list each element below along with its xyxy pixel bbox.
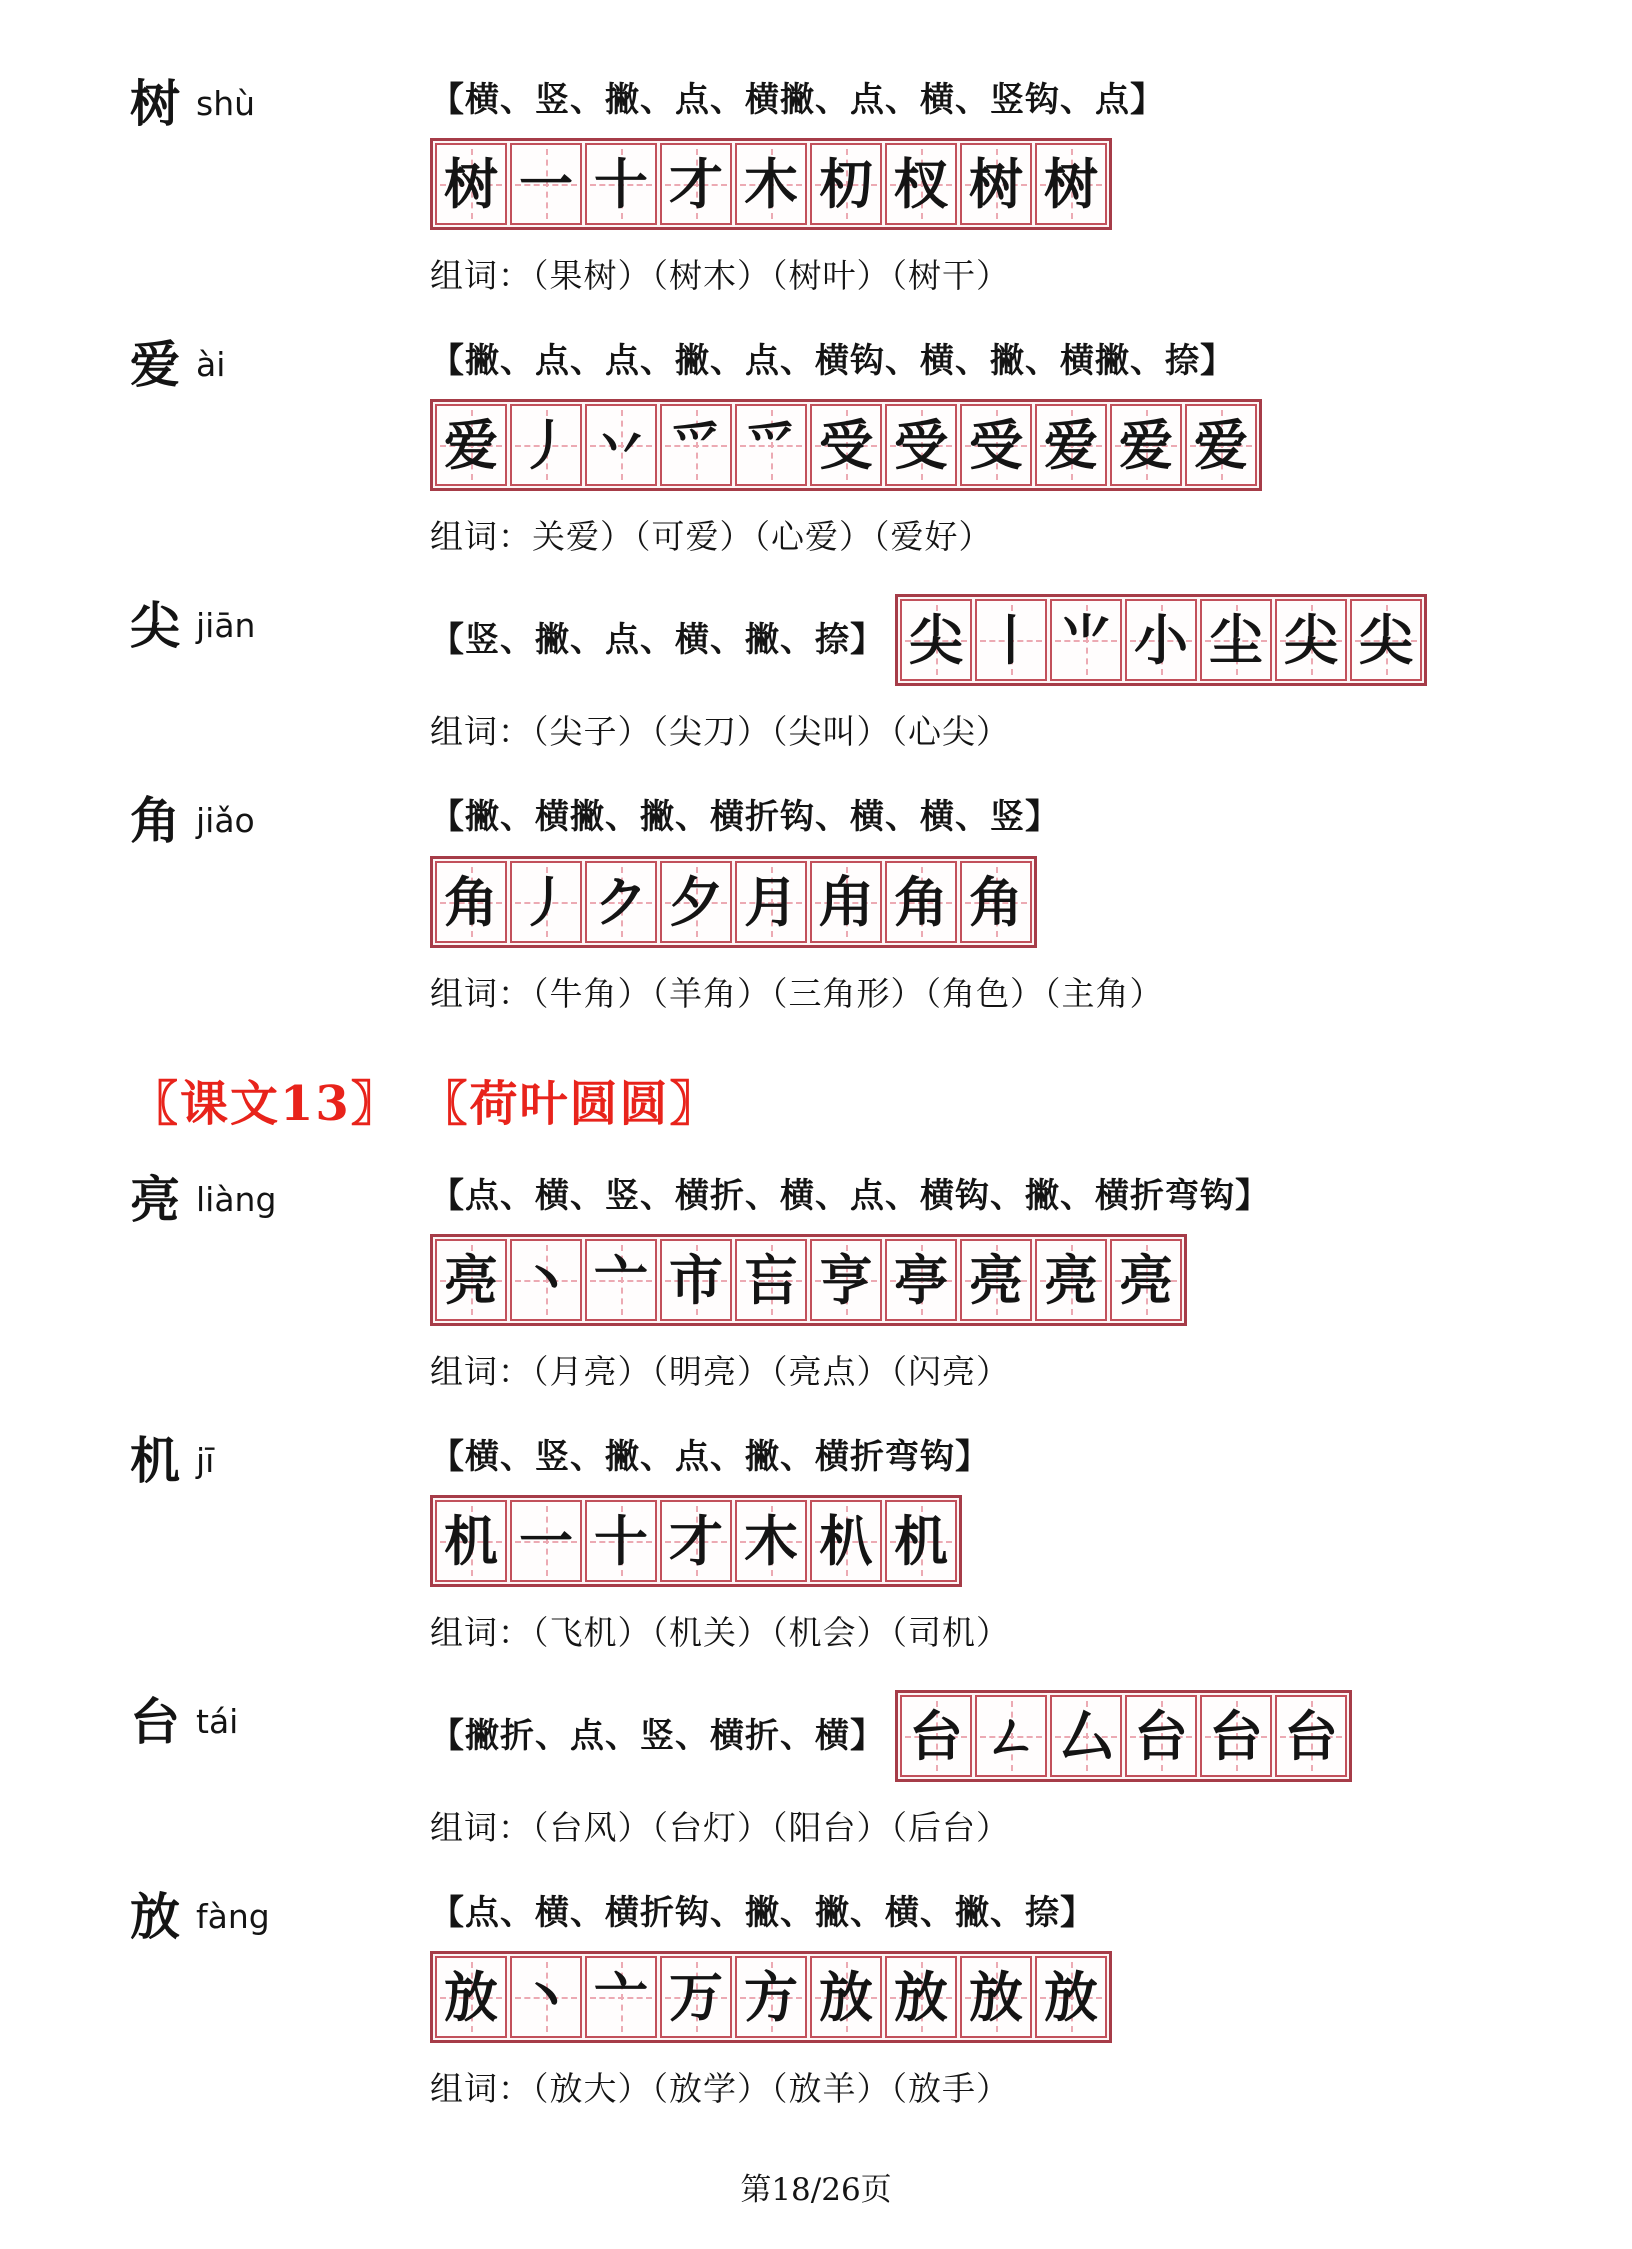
stroke-step-character: 角 [894, 869, 948, 934]
stroke-grid-cell [885, 404, 957, 486]
stroke-grid-cell [435, 861, 507, 943]
stroke-step-character: 木 [744, 1508, 798, 1573]
stroke-row [430, 789, 1572, 839]
stroke-step-character: 月 [744, 869, 798, 934]
stroke-step-character: 尖 [1284, 608, 1338, 673]
zuci-words: （牛角）（羊角）（三角形）（角色）（主角） [532, 973, 1164, 1013]
stroke-step-character: 厶 [1059, 1703, 1113, 1768]
stroke-grid-cell [660, 1956, 732, 2038]
stroke-grid-cell [1050, 599, 1122, 681]
stroke-grid-cell [1050, 1695, 1122, 1777]
stroke-grid-cell [960, 143, 1032, 225]
zuci-label: 组词： [430, 712, 532, 752]
stroke-grid-cell [975, 599, 1047, 681]
zuci-words: （飞机）（机关）（机会）（司机） [532, 1612, 1010, 1652]
stroke-step-character: 丿 [519, 413, 573, 478]
stroke-step-character: 放 [444, 1965, 498, 2030]
stroke-grid-cell [960, 1239, 1032, 1321]
entry-character: 树 [130, 74, 180, 133]
stroke-grid-cell [435, 404, 507, 486]
stroke-grid-cell [660, 404, 732, 486]
section-lesson13-entries [130, 1168, 1572, 2147]
stroke-step-character: 万 [669, 1965, 723, 2030]
character-entry [130, 1429, 1572, 1654]
stroke-grid-cell [885, 861, 957, 943]
stroke-step-character: 亠 [594, 1247, 648, 1312]
zuci-label: 组词： [430, 973, 532, 1013]
stroke-grid-cell [1110, 1239, 1182, 1321]
stroke-practice-grid [430, 1234, 1187, 1326]
character-entry [130, 1885, 1572, 2110]
stroke-step-character: 爫 [744, 413, 798, 478]
stroke-grid-cell [510, 1239, 582, 1321]
zuci-label: 组词： [430, 2069, 532, 2109]
stroke-grid-cell [1035, 404, 1107, 486]
stroke-row [430, 1690, 1572, 1782]
lesson-number-heading: 〖课文13〗 [130, 1075, 401, 1132]
zuci-words: （尖子）（尖刀）（尖叫）（心尖） [532, 712, 1010, 752]
stroke-step-character: 爱 [1044, 413, 1098, 478]
stroke-step-character: 角 [444, 869, 498, 934]
entry-body [430, 1885, 1572, 2110]
stroke-grid-cell [585, 1500, 657, 1582]
entry-body [430, 1690, 1572, 1849]
stroke-step-character: 爫 [669, 413, 723, 478]
stroke-grid-cell [810, 1500, 882, 1582]
stroke-grid-cell [1035, 143, 1107, 225]
entry-pinyin: jiān [196, 606, 256, 646]
stroke-step-character: 朳 [819, 1508, 873, 1573]
stroke-grid-cell [1275, 599, 1347, 681]
stroke-step-character: 亮 [1044, 1247, 1098, 1312]
stroke-grid-cell [510, 143, 582, 225]
stroke-grid-cell [735, 1956, 807, 2038]
stroke-step-character: 十 [594, 1508, 648, 1573]
stroke-step-character: 受 [894, 413, 948, 478]
stroke-step-character: 丷 [594, 413, 648, 478]
stroke-grid-cell [735, 404, 807, 486]
entry-pinyin: tái [196, 1701, 239, 1741]
stroke-practice-grid [895, 1690, 1352, 1782]
stroke-grid-cell [735, 143, 807, 225]
stroke-grid-cell [510, 861, 582, 943]
zuci-words: （放大）（放学）（放羊）（放手） [532, 2069, 1010, 2109]
stroke-grid-cell [1125, 599, 1197, 681]
stroke-step-character: 方 [744, 1965, 798, 2030]
stroke-grid-cell [960, 861, 1032, 943]
stroke-step-character: 亮 [1119, 1247, 1173, 1312]
stroke-grid-cell [510, 1500, 582, 1582]
stroke-order-list: 【撇折、点、竖、横折、横】 [430, 1715, 885, 1756]
stroke-grid-cell [510, 404, 582, 486]
stroke-step-character: 尘 [1209, 608, 1263, 673]
stroke-step-character: 放 [1044, 1965, 1098, 2030]
stroke-grid-cell [435, 143, 507, 225]
stroke-step-character: ク [594, 869, 648, 934]
stroke-step-character: 丶 [519, 1965, 573, 2030]
stroke-step-character: 台 [1134, 1703, 1188, 1768]
word-formation-line [430, 1802, 1572, 1849]
entry-body [430, 72, 1572, 297]
entry-pinyin: jiǎo [196, 801, 255, 841]
stroke-step-character: 树 [969, 152, 1023, 217]
character-entry [130, 72, 1572, 297]
stroke-step-character: 放 [894, 1965, 948, 2030]
stroke-grid-cell [885, 1956, 957, 2038]
entry-body [430, 1168, 1572, 1393]
stroke-grid-cell [810, 404, 882, 486]
stroke-grid-cell [975, 1695, 1047, 1777]
character-entry [130, 1690, 1572, 1849]
stroke-grid-cell [810, 1956, 882, 2038]
entry-pinyin: ài [196, 345, 226, 385]
stroke-step-character: 一 [519, 1508, 573, 1573]
stroke-grid-cell [585, 143, 657, 225]
stroke-step-character: 尖 [1359, 608, 1413, 673]
stroke-grid-cell [960, 1956, 1032, 2038]
stroke-step-character: 朷 [819, 152, 873, 217]
entry-character: 放 [130, 1886, 180, 1946]
stroke-order-list: 【横、竖、撇、点、撇、横折弯钩】 [430, 1436, 990, 1477]
entry-character: 角 [130, 791, 180, 851]
stroke-grid-cell [660, 1239, 732, 1321]
stroke-grid-cell [1125, 1695, 1197, 1777]
entry-character: 机 [130, 1430, 180, 1490]
entry-character: 爱 [130, 335, 180, 395]
zuci-words: （台风）（台灯）（阳台）（后台） [532, 1807, 1010, 1847]
entry-body [430, 789, 1572, 1014]
stroke-grid-cell [735, 861, 807, 943]
stroke-row [430, 1885, 1572, 1935]
entry-pinyin: liàng [196, 1179, 277, 1219]
entry-character: 台 [130, 1691, 180, 1751]
entry-body [430, 333, 1572, 558]
stroke-step-character: 丶 [519, 1247, 573, 1312]
stroke-practice-grid [895, 594, 1427, 686]
stroke-grid-cell [585, 1956, 657, 2038]
stroke-step-character: 爱 [1194, 413, 1248, 478]
character-entry [130, 333, 1572, 558]
entry-head [130, 72, 430, 131]
stroke-grid-cell [1200, 599, 1272, 681]
stroke-step-character: 放 [969, 1965, 1023, 2030]
stroke-step-character: ㄥ [984, 1703, 1038, 1768]
entry-head [130, 1168, 430, 1227]
zuci-label: 组词： [430, 1351, 532, 1391]
stroke-row [430, 72, 1572, 122]
stroke-grid-cell [660, 143, 732, 225]
stroke-practice-grid [430, 1951, 1112, 2043]
stroke-grid-cell [660, 861, 732, 943]
section-lesson12-entries [130, 72, 1572, 1051]
stroke-grid-cell [960, 404, 1032, 486]
stroke-step-character: 爱 [1119, 413, 1173, 478]
stroke-step-character: 丨 [984, 608, 1038, 673]
stroke-order-list: 【横、竖、撇、点、横撇、点、横、竖钩、点】 [430, 80, 1165, 120]
stroke-step-character: 树 [444, 152, 498, 217]
character-entry [130, 789, 1572, 1014]
stroke-grid-cell [1200, 1695, 1272, 1777]
word-formation-line [430, 706, 1572, 753]
stroke-step-character: 丿 [519, 869, 573, 934]
stroke-practice-grid [430, 1495, 962, 1587]
page-number-footer: 第18/26页 [740, 2172, 892, 2209]
stroke-grid-cell [435, 1500, 507, 1582]
stroke-grid-cell [735, 1239, 807, 1321]
stroke-grid-cell [900, 1695, 972, 1777]
entry-character: 尖 [130, 596, 180, 656]
entry-head [130, 789, 430, 851]
word-formation-line [430, 1607, 1572, 1654]
zuci-words: （月亮）（明亮）（亮点）（闪亮） [532, 1351, 1010, 1391]
stroke-practice-grid [430, 138, 1112, 230]
stroke-step-character: 才 [669, 152, 723, 217]
zuci-words: 关爱）（可爱）（心爱）（爱好） [532, 517, 993, 557]
entry-head [130, 594, 430, 656]
stroke-order-list: 【撇、点、点、撇、点、横钩、横、撇、横撇、捺】 [430, 341, 1235, 382]
word-formation-line [430, 1346, 1572, 1393]
stroke-step-character: 放 [819, 1965, 873, 2030]
word-formation-line [430, 250, 1572, 297]
stroke-order-list: 【点、横、横折钩、撇、撇、横、撇、捺】 [430, 1892, 1095, 1933]
entry-pinyin: jī [196, 1440, 215, 1480]
stroke-step-character: 台 [909, 1703, 963, 1768]
stroke-step-character: 亮 [969, 1247, 1023, 1312]
stroke-step-character: 市 [669, 1247, 723, 1312]
stroke-row [430, 1168, 1572, 1218]
stroke-grid-cell [1035, 1956, 1107, 2038]
entry-character: 亮 [130, 1169, 180, 1229]
word-formation-line [430, 968, 1572, 1015]
stroke-grid-cell [900, 599, 972, 681]
stroke-step-character: 夕 [669, 869, 723, 934]
stroke-step-character: 角 [969, 869, 1023, 934]
stroke-step-character: 受 [969, 413, 1023, 478]
word-formation-line [430, 2063, 1572, 2110]
stroke-step-character: 机 [444, 1508, 498, 1573]
stroke-grid-cell [810, 143, 882, 225]
zuci-label: 组词： [430, 256, 532, 296]
zuci-label: 组词： [430, 517, 532, 557]
stroke-grid-cell [885, 1500, 957, 1582]
entry-body [430, 1429, 1572, 1654]
stroke-step-character: 一 [519, 152, 573, 217]
section-heading [130, 1065, 1572, 1134]
stroke-grid-cell [585, 1239, 657, 1321]
zuci-words: （果树）（树木）（树叶）（树干） [532, 256, 1010, 296]
stroke-grid-cell [810, 1239, 882, 1321]
stroke-step-character: 台 [1209, 1703, 1263, 1768]
stroke-step-character: 吂 [744, 1247, 798, 1312]
stroke-step-character: 甪 [819, 869, 873, 934]
stroke-grid-cell [1185, 404, 1257, 486]
stroke-grid-cell [660, 1500, 732, 1582]
stroke-step-character: 台 [1284, 1703, 1338, 1768]
stroke-row [430, 333, 1572, 383]
stroke-step-character: 受 [819, 413, 873, 478]
stroke-grid-cell [1035, 1239, 1107, 1321]
stroke-grid-cell [1110, 404, 1182, 486]
stroke-grid-cell [885, 1239, 957, 1321]
stroke-order-list: 【点、横、竖、横折、横、点、横钩、撇、横折弯钩】 [430, 1175, 1270, 1216]
stroke-grid-cell [435, 1956, 507, 2038]
stroke-grid-cell [435, 1239, 507, 1321]
stroke-row [430, 594, 1572, 686]
stroke-grid-cell [810, 861, 882, 943]
stroke-order-list: 【竖、撇、点、横、撇、捺】 [430, 620, 885, 661]
character-entry [130, 594, 1572, 753]
stroke-grid-cell [585, 404, 657, 486]
stroke-step-character: 小 [1134, 608, 1188, 673]
stroke-grid-cell [510, 1956, 582, 2038]
stroke-grid-cell [735, 1500, 807, 1582]
stroke-practice-grid [430, 399, 1262, 491]
zuci-label: 组词： [430, 1612, 532, 1652]
stroke-step-character: 杈 [894, 152, 948, 217]
entry-pinyin: fàng [196, 1896, 270, 1936]
character-entry [130, 1168, 1572, 1393]
word-formation-line [430, 511, 1572, 558]
stroke-step-character: 亭 [894, 1247, 948, 1312]
stroke-step-character: 树 [1044, 152, 1098, 217]
stroke-step-character: ⺌ [1059, 608, 1113, 673]
stroke-grid-cell [1350, 599, 1422, 681]
stroke-grid-cell [1275, 1695, 1347, 1777]
entry-head [130, 333, 430, 395]
lesson-title-heading: 〖荷叶圆圆〗 [419, 1075, 720, 1132]
stroke-step-character: 亠 [594, 1965, 648, 2030]
entry-pinyin: shù [196, 84, 256, 123]
stroke-grid-cell [585, 861, 657, 943]
stroke-grid-cell [885, 143, 957, 225]
stroke-step-character: 木 [744, 152, 798, 217]
stroke-step-character: 才 [669, 1508, 723, 1573]
stroke-step-character: 尖 [909, 608, 963, 673]
entry-head [130, 1429, 430, 1488]
stroke-step-character: 机 [894, 1508, 948, 1573]
zuci-label: 组词： [430, 1807, 532, 1847]
stroke-row [430, 1429, 1572, 1479]
stroke-practice-grid [430, 856, 1037, 948]
stroke-step-character: 亮 [444, 1247, 498, 1312]
entry-head [130, 1885, 430, 1944]
entry-head [130, 1690, 430, 1749]
stroke-step-character: 爱 [444, 413, 498, 478]
entry-body [430, 594, 1572, 753]
stroke-order-list: 【撇、横撇、撇、横折钩、横、横、竖】 [430, 797, 1060, 838]
stroke-step-character: 亨 [819, 1247, 873, 1312]
stroke-step-character: 十 [594, 152, 648, 217]
